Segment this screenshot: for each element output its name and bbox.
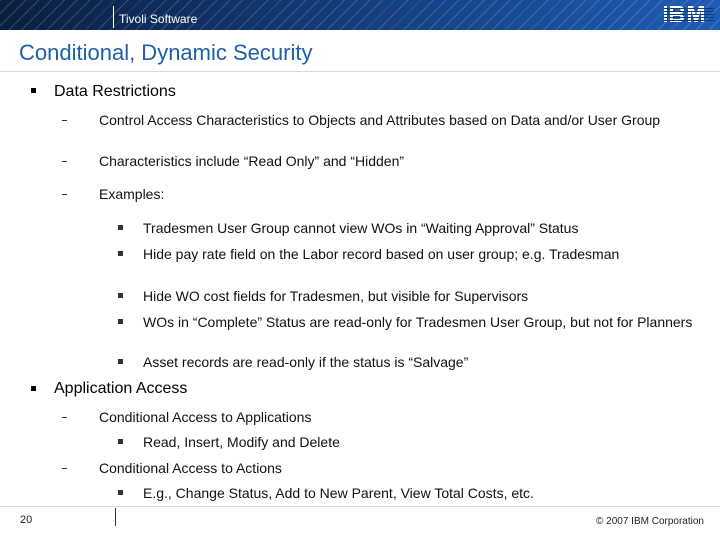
sub-bullet xyxy=(118,359,123,364)
sub-bullet xyxy=(118,490,123,495)
sub-list-item: Hide WO cost fields for Tradesmen, but visible for Supervisors xyxy=(143,288,529,304)
list-item: Characteristics include “Read Only” and “Hidden” xyxy=(99,153,405,169)
section-heading-data-restrictions: Data Restrictions xyxy=(54,83,176,100)
header-banner xyxy=(0,0,720,30)
list-item: Conditional Access to Actions xyxy=(99,460,282,476)
dash-bullet xyxy=(62,161,67,162)
dash-bullet xyxy=(62,194,67,195)
sub-bullet xyxy=(118,319,123,324)
sub-list-item: Read, Insert, Modify and Delete xyxy=(143,434,340,450)
list-item: Examples: xyxy=(99,186,165,202)
sub-list-item: WOs in “Complete” Status are read-only for Tradesmen User Group, but not for Planners xyxy=(143,314,693,330)
title-divider xyxy=(0,71,720,72)
slide-title: Conditional, Dynamic Security xyxy=(19,40,313,65)
section-bullet xyxy=(31,386,36,391)
banner-divider xyxy=(113,6,114,28)
footer-divider xyxy=(0,506,720,507)
dash-bullet xyxy=(62,120,67,121)
dash-bullet xyxy=(62,417,67,418)
ibm-logo xyxy=(664,5,714,23)
sub-list-item: Asset records are read-only if the status is “Salvage” xyxy=(143,354,469,370)
sub-bullet xyxy=(118,293,123,298)
section-bullet xyxy=(31,88,36,93)
page-number: 20 xyxy=(20,514,33,526)
section-heading-application-access: Application Access xyxy=(54,380,188,397)
sub-bullet xyxy=(118,225,123,230)
sub-list-item: E.g., Change Status, Add to New Parent, View Total Costs, etc. xyxy=(143,485,534,501)
sub-bullet xyxy=(118,251,123,256)
copyright-text: © 2007 IBM Corporation xyxy=(596,516,704,527)
sub-bullet xyxy=(118,439,123,444)
brand-text: Tivoli Software xyxy=(119,12,198,26)
list-item: Control Access Characteristics to Objects and Attributes based on Data and/or User Group xyxy=(99,112,661,128)
footer-marker xyxy=(115,508,116,526)
sub-list-item: Hide pay rate field on the Labor record based on user group; e.g. Tradesman xyxy=(143,246,620,262)
sub-list-item: Tradesmen User Group cannot view WOs in “Waiting Approval” Status xyxy=(143,220,579,236)
list-item: Conditional Access to Applications xyxy=(99,409,312,425)
dash-bullet xyxy=(62,468,67,469)
